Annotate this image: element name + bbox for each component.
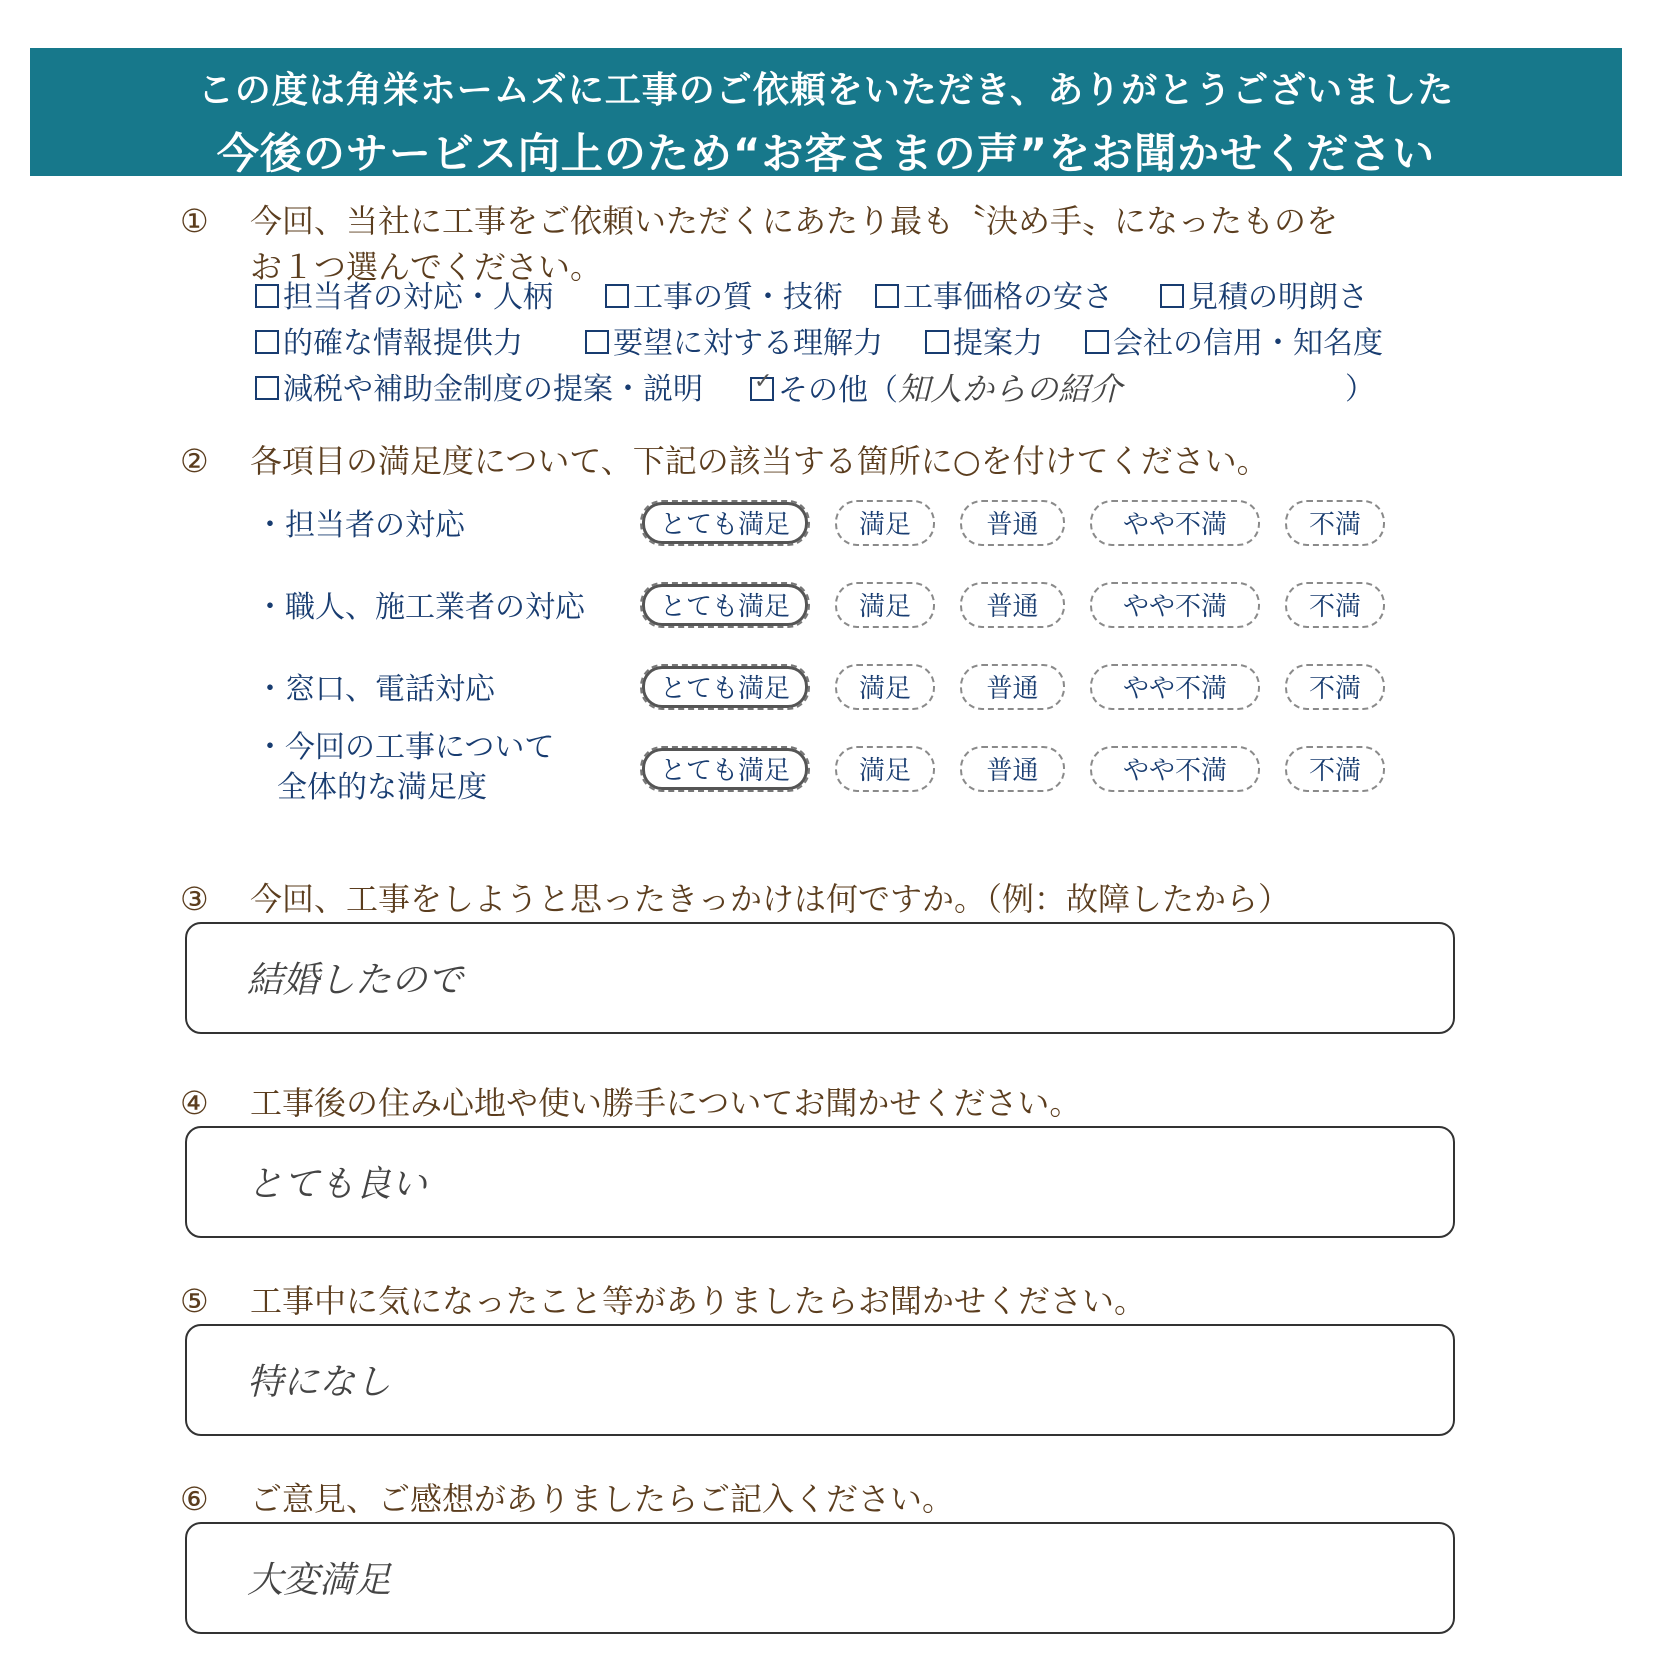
option-work-quality[interactable]: 工事の質・技術 xyxy=(605,272,843,316)
checkbox[interactable] xyxy=(1085,330,1109,354)
question-3 xyxy=(180,874,1290,920)
question-text-cont: お１つ選んでください。 xyxy=(250,248,603,286)
answer-box-q3[interactable] xyxy=(185,922,1455,1034)
checkbox[interactable] xyxy=(255,284,279,308)
option-low-price[interactable]: 工事価格の安さ xyxy=(875,272,1113,316)
option-staff-response[interactable]: 担当者の対応・人柄 xyxy=(255,272,553,316)
question-text: 工事後の住み心地や使い勝手についてお聞かせください。 xyxy=(250,1084,1082,1122)
pill-satisfied[interactable]: 満足 xyxy=(835,500,935,546)
header-banner xyxy=(30,48,1622,176)
checkbox[interactable] xyxy=(875,284,899,308)
pill-satisfied[interactable]: 満足 xyxy=(835,664,935,710)
option-proposal[interactable]: 提案力 xyxy=(925,318,1043,362)
checkbox[interactable] xyxy=(585,330,609,354)
question-number: ④ xyxy=(180,1084,209,1122)
pill-somewhat-dissatisfied[interactable]: やや不満 xyxy=(1090,582,1260,628)
question-text: ご意見、ご感想がありましたらご記入ください。 xyxy=(250,1480,955,1518)
handwritten-answer: 大変満足 xyxy=(247,1560,392,1601)
option-other[interactable]: ✓ その他（知人からの紹介 xyxy=(750,364,1122,410)
option-clear-estimate[interactable]: 見積の明朗さ xyxy=(1160,272,1368,316)
rating-label: ・職人、施工業者の対応 xyxy=(255,590,585,625)
rating-label: ・担当者の対応 xyxy=(255,508,465,543)
rating-label-cont: 全体的な満足度 xyxy=(277,770,487,805)
pill-dissatisfied[interactable]: 不満 xyxy=(1285,582,1385,628)
checkbox[interactable] xyxy=(255,330,279,354)
checkbox[interactable] xyxy=(925,330,949,354)
question-5 xyxy=(180,1276,1146,1322)
banner-thanks-line: この度は角栄ホームズに工事のご依頼をいただき、ありがとうございました xyxy=(197,70,1455,111)
option-company-trust[interactable]: 会社の信用・知名度 xyxy=(1085,318,1383,362)
pill-neutral[interactable]: 普通 xyxy=(960,500,1065,546)
pill-dissatisfied[interactable]: 不満 xyxy=(1285,746,1385,792)
question-6 xyxy=(180,1474,954,1520)
answer-box-q4[interactable] xyxy=(185,1126,1455,1238)
checkbox[interactable] xyxy=(605,284,629,308)
question-text: 今回、工事をしようと思ったきっかけは何ですか。（例：故障したから） xyxy=(250,880,1291,918)
decision-factor-options xyxy=(255,272,1455,410)
option-accurate-info[interactable]: 的確な情報提供力 xyxy=(255,318,523,362)
pill-satisfied[interactable]: 満足 xyxy=(835,746,935,792)
question-number: ③ xyxy=(180,880,209,918)
question-2 xyxy=(180,436,1269,482)
question-number: ⑥ xyxy=(180,1480,209,1518)
pill-dissatisfied[interactable]: 不満 xyxy=(1285,664,1385,710)
pill-somewhat-dissatisfied[interactable]: やや不満 xyxy=(1090,746,1260,792)
question-4 xyxy=(180,1078,1081,1124)
option-tax-subsidy[interactable]: 減税や補助金制度の提案・説明 xyxy=(255,364,703,408)
pill-somewhat-dissatisfied[interactable]: やや不満 xyxy=(1090,664,1260,710)
question-number: ⑤ xyxy=(180,1282,209,1320)
option-understanding[interactable]: 要望に対する理解力 xyxy=(585,318,883,362)
checkbox-checked[interactable] xyxy=(750,377,774,401)
banner-request-line: 今後のサービス向上のため“お客さまの声”をお聞かせください xyxy=(216,129,1436,178)
checkbox[interactable] xyxy=(1160,284,1184,308)
answer-box-q5[interactable] xyxy=(185,1324,1455,1436)
handwritten-answer: 結婚したので xyxy=(247,960,464,1001)
question-number: ① xyxy=(180,202,209,240)
question-text: 今回、当社に工事をご依頼いただくにあたり最も〝決め手〟になったものを xyxy=(250,202,1339,240)
pill-very-satisfied[interactable]: とても満足 xyxy=(640,664,810,710)
pill-neutral[interactable]: 普通 xyxy=(960,664,1065,710)
question-number: ② xyxy=(180,442,209,480)
pill-somewhat-dissatisfied[interactable]: やや不満 xyxy=(1090,500,1260,546)
checkbox[interactable] xyxy=(255,376,279,400)
pill-neutral[interactable]: 普通 xyxy=(960,582,1065,628)
other-close-paren: ） xyxy=(1345,372,1375,407)
handwritten-answer: 特になし xyxy=(247,1362,392,1403)
answer-box-q6[interactable] xyxy=(185,1522,1455,1634)
pill-very-satisfied[interactable]: とても満足 xyxy=(640,746,810,792)
pill-satisfied[interactable]: 満足 xyxy=(835,582,935,628)
rating-label: ・今回の工事について xyxy=(255,730,555,765)
pill-very-satisfied[interactable]: とても満足 xyxy=(640,582,810,628)
handwritten-answer: とても良い xyxy=(247,1164,428,1205)
other-answer-handwritten[interactable]: 知人からの紹介 xyxy=(898,370,1123,408)
question-text: 各項目の満足度について、下記の該当する箇所に○を付けてください。 xyxy=(250,442,1269,480)
pill-neutral[interactable]: 普通 xyxy=(960,746,1065,792)
question-text: 工事中に気になったこと等がありましたらお聞かせください。 xyxy=(250,1282,1147,1320)
pill-dissatisfied[interactable]: 不満 xyxy=(1285,500,1385,546)
rating-label: ・窓口、電話対応 xyxy=(255,672,495,707)
pill-very-satisfied[interactable]: とても満足 xyxy=(640,500,810,546)
